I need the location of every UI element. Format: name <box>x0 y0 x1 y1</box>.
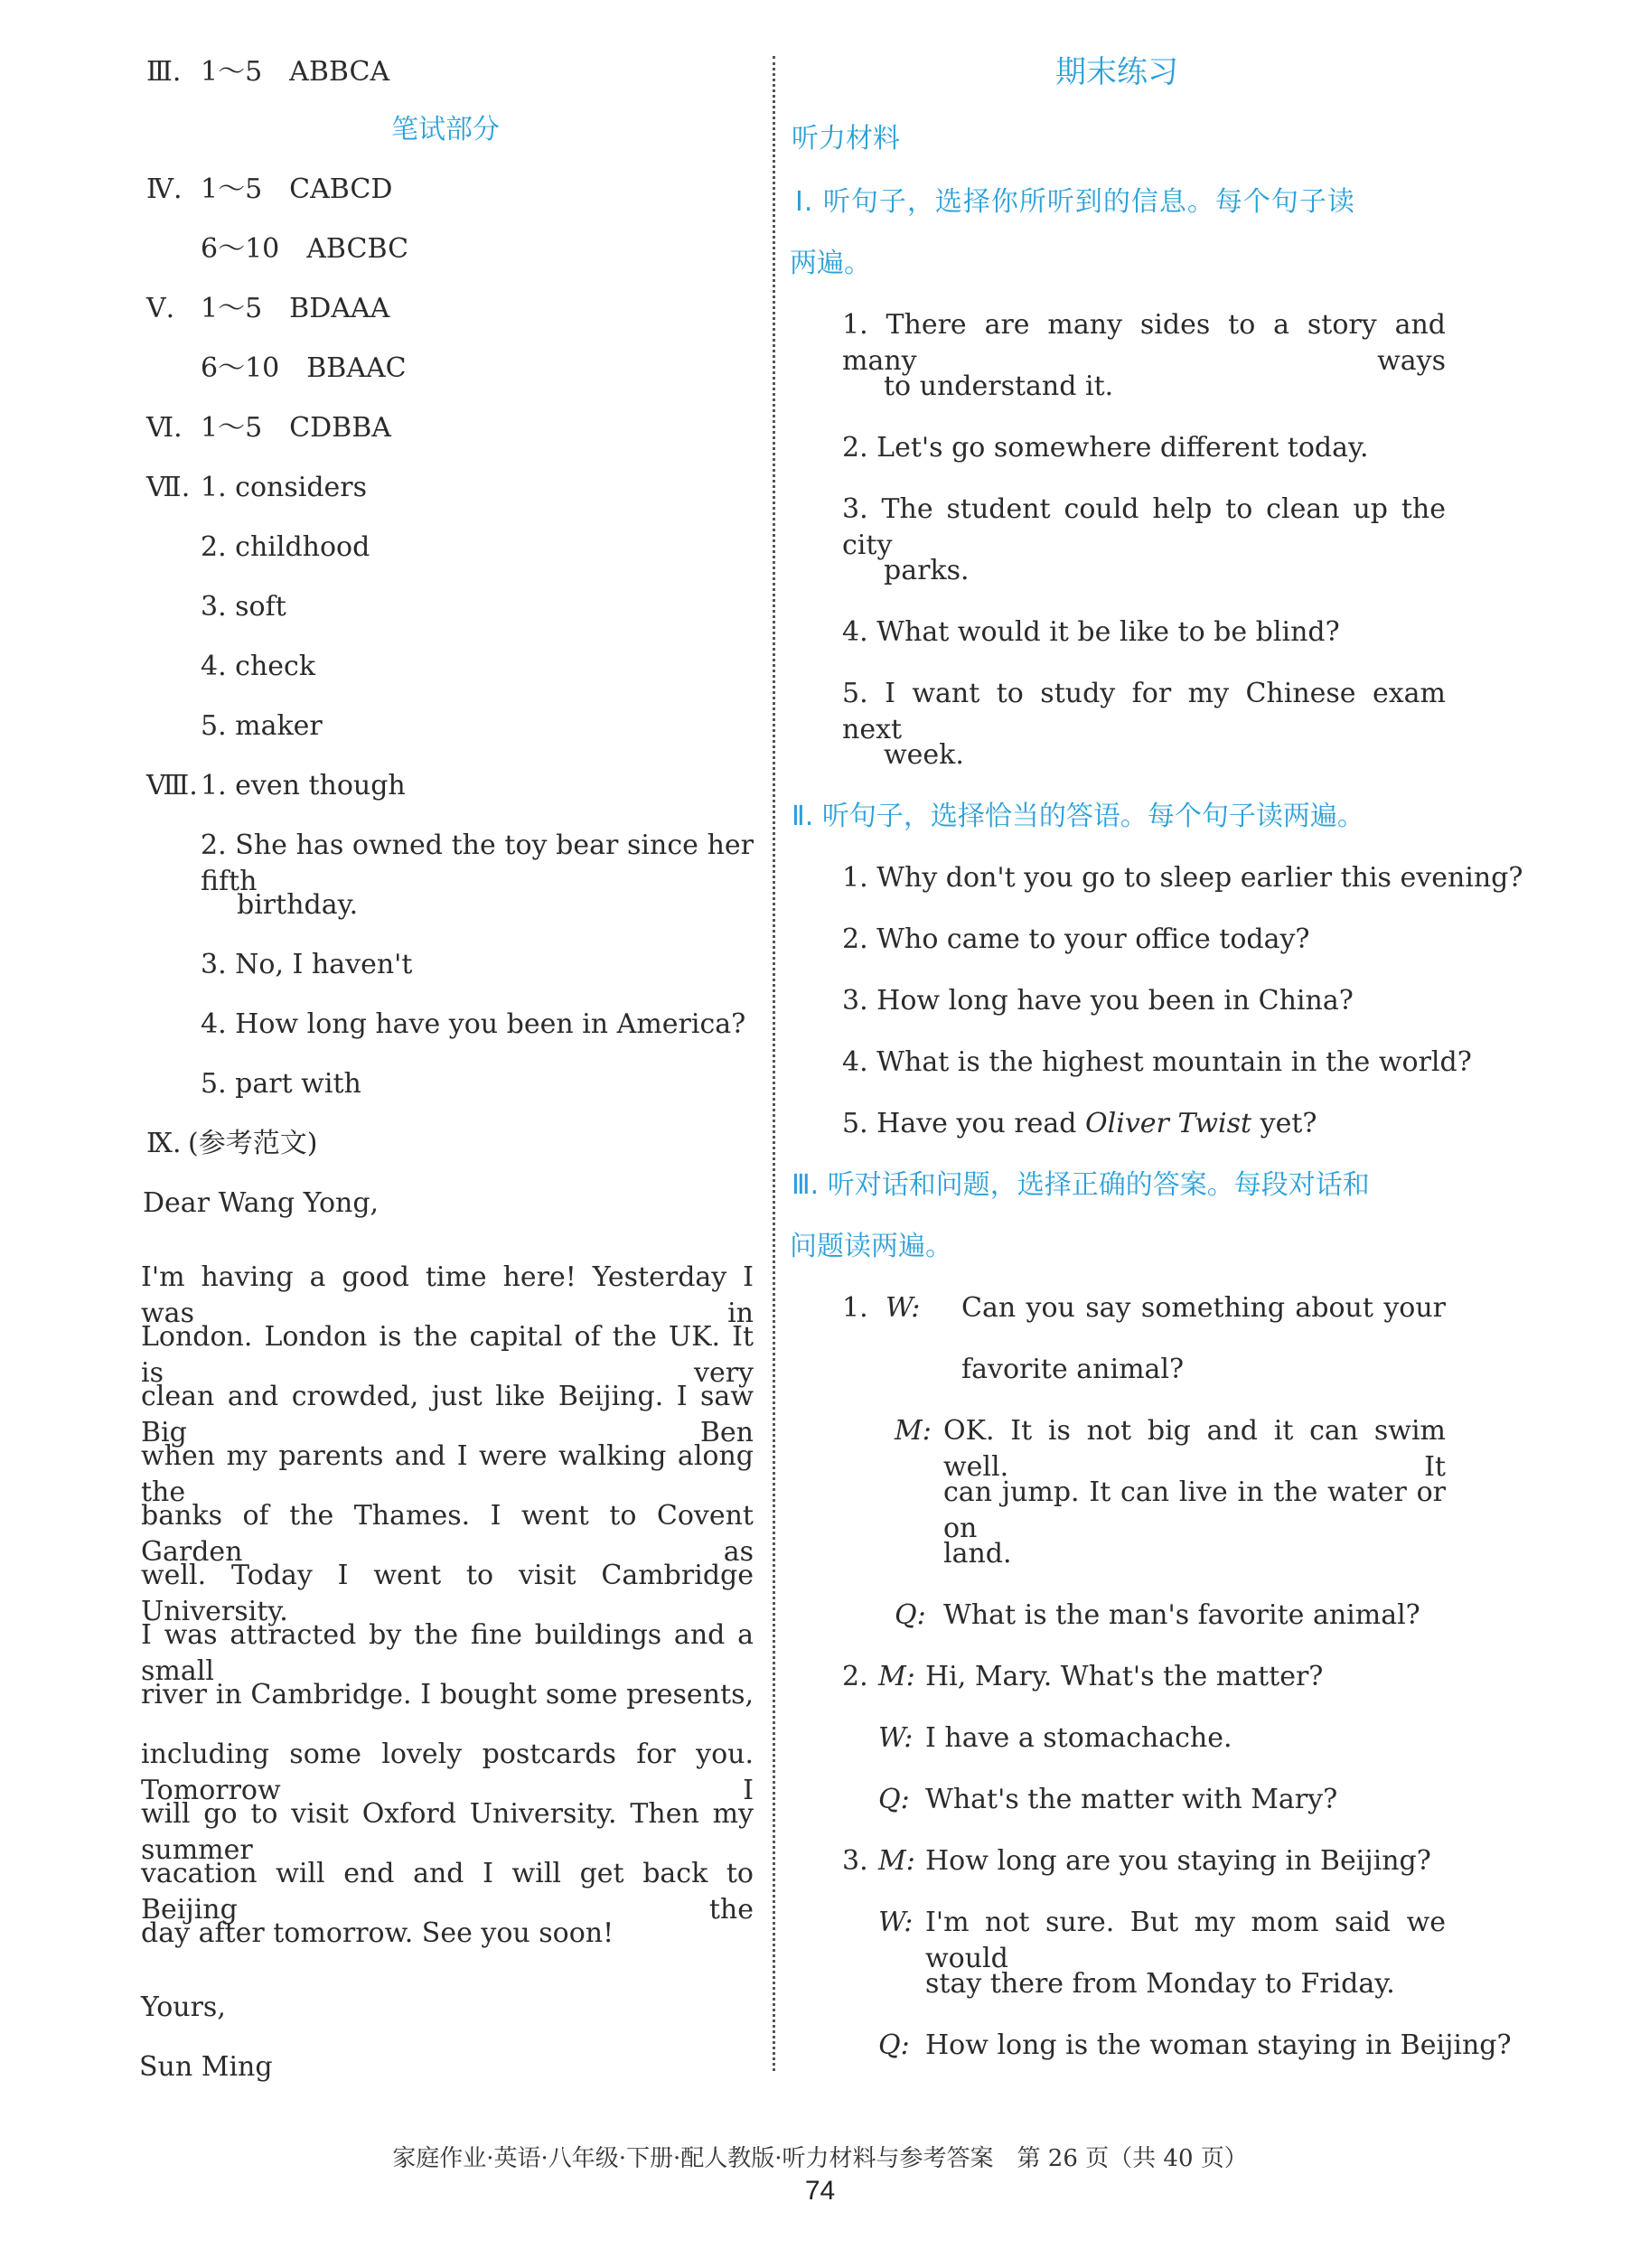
dialogue-line: can jump. It can live in the water or on <box>943 1476 1446 1544</box>
answer-line: 2. childhood <box>201 531 370 563</box>
letter-line: vacation will end and I will get back to Beijing the <box>141 1858 754 1926</box>
sentence-line: week. <box>884 739 964 771</box>
speaker-label: W: <box>878 1907 914 1938</box>
question-line: What's the matter with Mary? <box>925 1784 1338 1815</box>
speaker-label: Q: <box>895 1599 926 1631</box>
section-label: Ⅸ. <box>146 1128 182 1159</box>
book-title: Oliver Twist <box>1085 1108 1252 1139</box>
section-heading: 问题读两遍。 <box>790 1231 952 1262</box>
answer-line: 1～5 CDBBA <box>201 412 391 444</box>
page-title: 期末练习 <box>1055 54 1178 90</box>
sentence-line: 3. The student could help to clean up the city <box>842 493 1446 561</box>
answer-line: 1～5 CABCD <box>201 173 393 205</box>
dialogue-line: OK. It is not big and it can swim well. It <box>943 1415 1446 1483</box>
question-line: What is the man's favorite animal? <box>943 1599 1420 1631</box>
section-label: Ⅳ. <box>146 173 183 205</box>
letter-line: banks of the Thames. I went to Covent Garden as <box>141 1500 754 1568</box>
answer-line: 4. How long have you been in America? <box>201 1008 746 1040</box>
speaker-label: W: <box>878 1722 914 1754</box>
answer-line: birthday. <box>237 889 359 921</box>
sentence-text: yet? <box>1251 1108 1317 1139</box>
answer-line: 5. maker <box>201 710 323 742</box>
sentence-line: parks. <box>884 555 970 586</box>
letter-line: river in Cambridge. I bought some presents, <box>141 1679 754 1710</box>
letter-closing: Yours, <box>141 1992 226 2023</box>
letter-line: I was attracted by the fine buildings and a small <box>141 1619 754 1687</box>
answer-line: 6～10 ABCBC <box>201 233 409 265</box>
letter-line: I'm having a good time here! Yesterday I was in <box>141 1261 754 1329</box>
dialogue-line: I have a stomachache. <box>925 1722 1232 1754</box>
section-label: Ⅲ. <box>146 56 182 88</box>
page-footer: 家庭作业·英语·八年级·下册·配人教版·听力材料与参考答案 第 26 页（共 40 页） <box>392 2145 1248 2172</box>
section-label: Ⅴ. <box>146 293 175 324</box>
answer-line: 1～5 BDAAA <box>201 293 390 324</box>
answer-line: 2. She has owned the toy bear since her fifth <box>201 829 754 897</box>
letter-line: day after tomorrow. See you soon! <box>141 1917 614 1949</box>
section-heading: 笔试部分 <box>391 114 500 145</box>
answer-line: 6～10 BBAAC <box>201 352 407 384</box>
letter-line: will go to visit Oxford University. Then my summer <box>141 1798 754 1866</box>
question-line: How long is the woman staying in Beijing? <box>925 2029 1512 2061</box>
sentence-text: 5. Have you read <box>842 1108 1086 1139</box>
section-heading: Ⅲ. 听对话和问题，选择正确的答案。每段对话和 <box>792 1169 1370 1201</box>
sentence-line: 1. There are many sides to a story and many ways <box>842 309 1446 377</box>
section-heading: Ⅱ. 听句子，选择恰当的答语。每个句子读两遍。 <box>792 801 1364 832</box>
answer-line: (参考范文) <box>188 1128 318 1159</box>
letter-line: London. London is the capital of the UK. It is very <box>141 1321 754 1389</box>
section-heading: Ⅰ. 听句子，选择你所听到的信息。每个句子读 <box>795 186 1355 218</box>
answer-line: 1～5 ABBCA <box>201 56 390 88</box>
section-heading: 两遍。 <box>790 248 871 279</box>
letter-signature: Sun Ming <box>139 2051 273 2083</box>
answer-line: 3. soft <box>201 591 286 623</box>
speaker-label: M: <box>878 1661 915 1692</box>
dialogue-line: stay there from Monday to Friday. <box>925 1968 1395 2000</box>
sentence-line: 2. Let's go somewhere different today. <box>842 432 1369 464</box>
sentence-line: 5. I want to study for my Chinese exam next <box>842 678 1446 745</box>
sentence-line <box>842 1106 1317 1142</box>
dialogue-line: favorite animal? <box>961 1354 1185 1385</box>
answer-line: 4. check <box>201 651 316 682</box>
speaker-label: Q: <box>878 1784 910 1815</box>
column-divider <box>773 56 775 2071</box>
subtitle: 听力材料 <box>792 123 900 155</box>
dialogue-line: Hi, Mary. What's the matter? <box>925 1661 1324 1692</box>
sentence-line: to understand it. <box>884 370 1114 402</box>
dialogue-line: I'm not sure. But my mom said we would <box>925 1907 1446 1974</box>
sentence-line: 3. How long have you been in China? <box>842 985 1354 1017</box>
speaker-label: W: <box>886 1292 921 1324</box>
dialogue-number: 1. <box>842 1292 868 1324</box>
section-label: Ⅷ. <box>146 770 198 801</box>
answer-line: 5. part with <box>201 1068 361 1100</box>
sentence-line: 4. What is the highest mountain in the world? <box>842 1046 1472 1078</box>
page-number: 74 <box>804 2176 836 2206</box>
speaker-label: M: <box>895 1415 932 1447</box>
section-label: Ⅶ. <box>146 472 191 503</box>
answer-line: 3. No, I haven't <box>201 949 413 980</box>
speaker-label: Q: <box>878 2029 910 2061</box>
dialogue-number: 3. <box>842 1845 868 1877</box>
letter-greeting: Dear Wang Yong, <box>143 1187 380 1219</box>
answer-line: 1. considers <box>201 472 368 503</box>
letter-line: well. Today I went to visit Cambridge University. <box>141 1560 754 1627</box>
letter-line: when my parents and I were walking along the <box>141 1440 754 1508</box>
sentence-line: 2. Who came to your office today? <box>842 923 1310 955</box>
sentence-line: 1. Why don't you go to sleep earlier this evening? <box>842 862 1523 894</box>
dialogue-number: 2. <box>842 1661 868 1692</box>
answer-line: 1. even though <box>201 770 406 801</box>
dialogue-line: Can you say something about your <box>961 1292 1446 1324</box>
letter-line: clean and crowded, just like Beijing. I saw Big Ben <box>141 1381 754 1448</box>
dialogue-line: land. <box>943 1538 1012 1570</box>
letter-line: including some lovely postcards for you. Tomorrow I <box>141 1738 754 1806</box>
sentence-line: 4. What would it be like to be blind? <box>842 616 1340 648</box>
speaker-label: M: <box>878 1845 915 1877</box>
dialogue-line: How long are you staying in Beijing? <box>925 1845 1431 1877</box>
section-label: Ⅵ. <box>146 412 183 444</box>
